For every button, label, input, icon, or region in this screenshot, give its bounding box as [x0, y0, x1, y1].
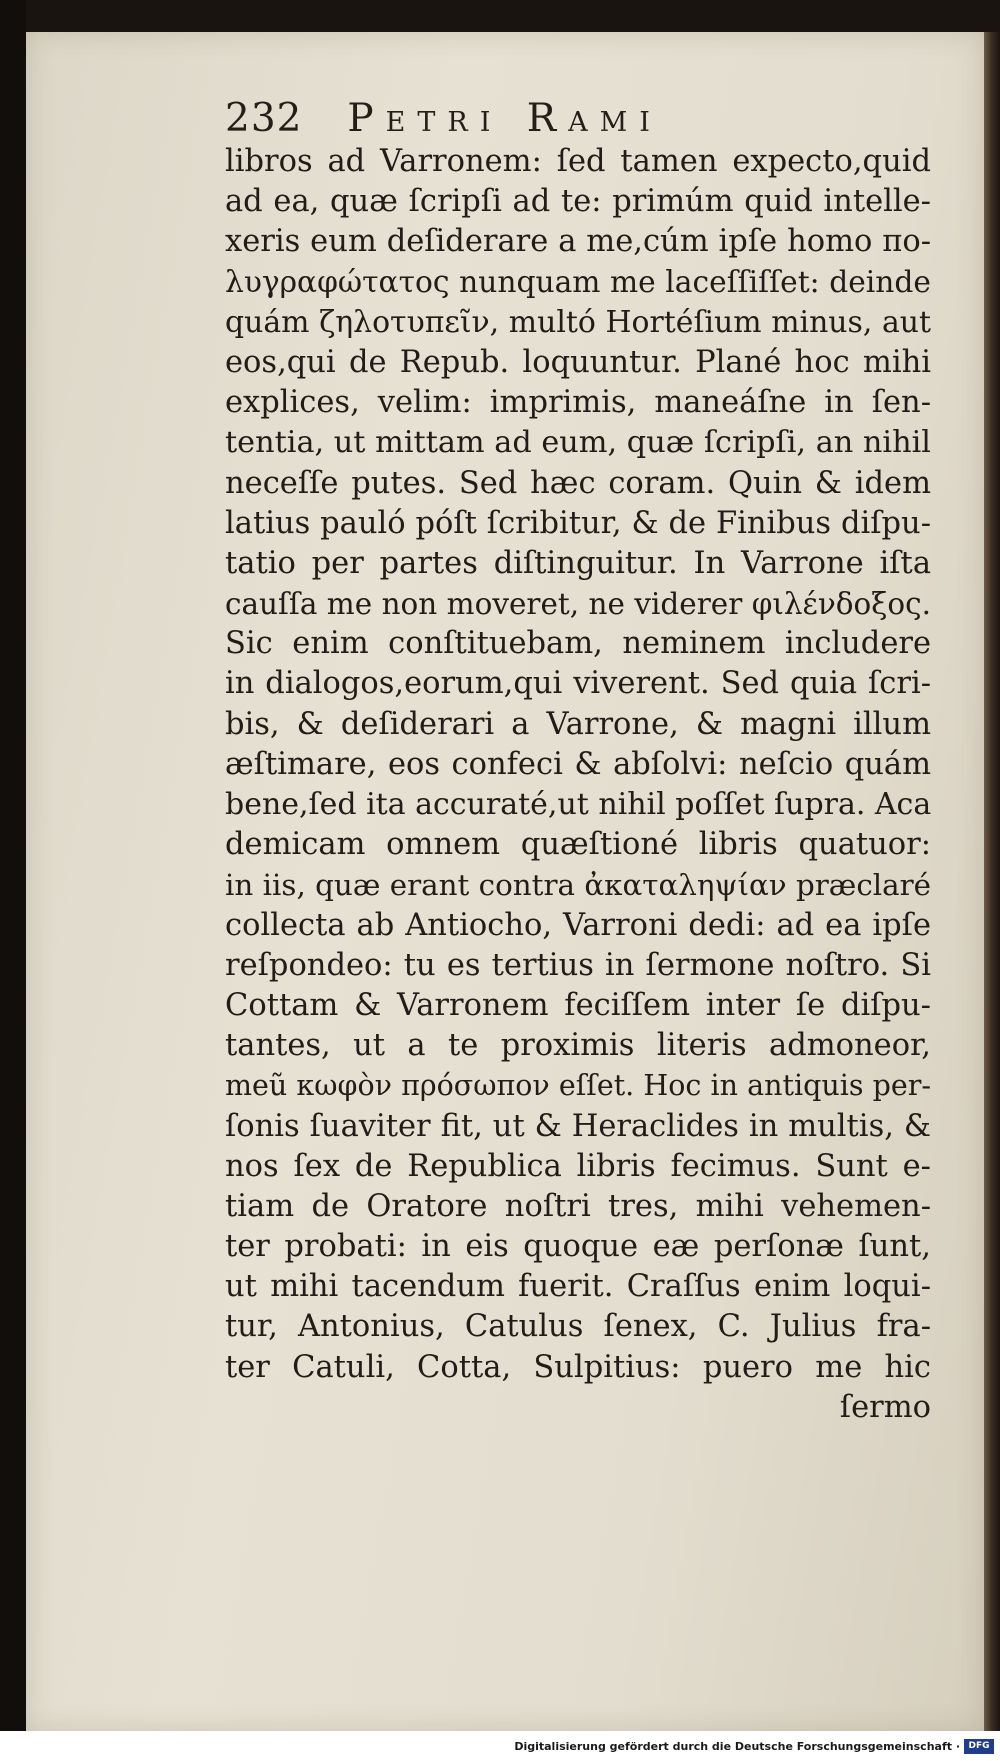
text-line: nos ſex de Republica libris fecimus. Sunt e- [225, 1148, 931, 1184]
catchword: ſermo [839, 1389, 931, 1425]
text-line: xeris eum deſiderare a me,cúm ipſe homo πο- [225, 224, 931, 260]
text-line: bis, & deſiderari a Varrone, & magni illum [225, 706, 931, 742]
text-line: eos,qui de Repub. loquuntur. Plané hoc mihi [225, 344, 931, 380]
text-line: λυγραφώτατος nunquam me laceſſiſſet: deinde [225, 264, 931, 300]
running-title: Petri Rami [347, 96, 662, 141]
text-line: reſpondeo: tu es tertius in ſermone noſtro. Si [225, 947, 931, 983]
text-line: tatio per partes diſtinguitur. In Varrone iſta [225, 545, 931, 581]
text-line: ſonis ſuaviter fit, ut & Heraclides in multis, & [225, 1108, 931, 1144]
text-line: meũ κωφὸν πρόσωπον eſſet. Hoc in antiquis per- [225, 1069, 931, 1103]
text-line: ad ea, quæ ſcripſi ad te: primúm quid intelle- [225, 184, 931, 220]
text-line: libros ad Varronem: ſed tamen expecto,quid [225, 144, 931, 179]
text-line: æſtimare, eos confeci & abſolvi: neſcio quám [225, 746, 931, 782]
text-line: collecta ab Antiocho, Varroni dedi: ad ea ipſe [225, 907, 931, 943]
text-line: Sic enim conſtituebam, neminem includere [225, 626, 931, 662]
dfg-logo: DFG [964, 1739, 994, 1754]
text-line: tiam de Oratore noſtri tres, mihi vehemen- [225, 1188, 931, 1224]
text-line: cauſſa me non moveret, ne viderer φιλένδοξος. [225, 587, 931, 622]
page-header [225, 94, 845, 144]
text-line: latius pauló póſt ſcribitur, & de Finibus diſpu- [225, 505, 931, 541]
text-line: Cottam & Varronem feciſſem inter ſe diſpu- [225, 987, 931, 1023]
page-number: 232 [225, 96, 303, 141]
text-line: ter probati: in eis quoque eæ perſonæ ſunt, [225, 1229, 931, 1265]
text-line: tantes, ut a te proximis literis admoneor, [225, 1028, 931, 1064]
text-line: in iis, quæ erant contra ἀκαταληψίαν præclaré [225, 868, 931, 903]
text-line: ter Catuli, Cotta, Sulpitius: puero me hic [225, 1349, 931, 1385]
digitization-credit: Digitalisierung gefördert durch die Deutsche Forschungsgemeinschaft · [514, 1740, 960, 1753]
text-line: tentia, ut mittam ad eum, quæ ſcripſi, an nihil [225, 425, 931, 461]
text-line: explices, velim: imprimis, maneáſne in ſen- [225, 385, 931, 421]
text-line: neceſſe putes. Sed hæc coram. Quin & idem [225, 465, 931, 501]
page-body-text [225, 142, 931, 1428]
scan-left-border [0, 0, 26, 1761]
text-line: ut mihi tacendum fuerit. Craſſus enim loqui- [225, 1269, 931, 1305]
text-line: quám ζηλοτυπεῖν, multó Hortéſium minus, aut [225, 304, 931, 340]
scan-top-border [0, 0, 1000, 32]
text-line: tur, Antonius, Catulus ſenex, C. Julius fra- [225, 1309, 931, 1345]
text-line: demicam omnem quæſtioné libris quatuor: [225, 827, 931, 863]
text-line: bene,ſed ita accuraté,ut nihil poſſet ſupra. Aca [225, 787, 932, 822]
page-binding-edge [984, 32, 1000, 1731]
text-line: in dialogos,eorum,qui viverent. Sed quia ſcri- [225, 666, 931, 702]
